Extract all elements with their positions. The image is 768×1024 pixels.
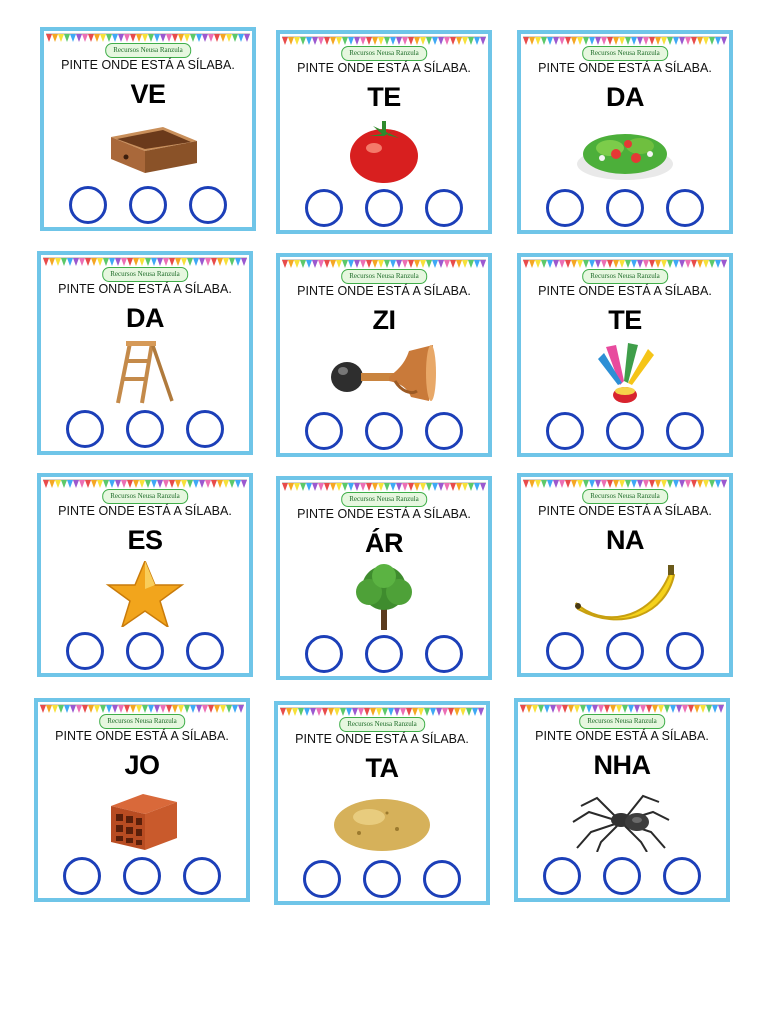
drawer-icon [93, 115, 203, 181]
bunting-decoration [43, 257, 247, 267]
instruction-text: PINTE ONDE ESTÁ A SÍLABA. [55, 729, 229, 743]
answer-circles [41, 632, 249, 670]
syllable-card [276, 476, 492, 680]
brand-label: Recursos Neusa Ranzula [102, 489, 188, 504]
syllable-label: ZI [372, 305, 396, 335]
answer-circle-2[interactable] [123, 857, 161, 895]
syllable-card [40, 27, 256, 231]
answer-circle-2[interactable] [129, 186, 167, 224]
syllable-label: DA [126, 303, 164, 333]
syllable-label: TE [367, 82, 401, 112]
answer-circle-3[interactable] [423, 860, 461, 898]
answer-circles [41, 410, 249, 448]
banana-icon [570, 561, 680, 627]
answer-circle-2[interactable] [126, 410, 164, 448]
instruction-text: PINTE ONDE ESTÁ A SÍLABA. [535, 729, 709, 743]
answer-circle-1[interactable] [305, 412, 343, 450]
answer-circles [518, 857, 726, 895]
answer-circle-2[interactable] [606, 412, 644, 450]
answer-circle-2[interactable] [365, 412, 403, 450]
syllable-card [34, 698, 250, 902]
syllable-label: ÁR [365, 528, 403, 558]
answer-circles [521, 189, 729, 227]
syllable-label: TE [608, 305, 642, 335]
stepladder-icon [90, 339, 200, 405]
shuttlecock-icon [570, 341, 680, 407]
brand-label: Recursos Neusa Ranzula [582, 489, 668, 504]
instruction-text: PINTE ONDE ESTÁ A SÍLABA. [297, 284, 471, 298]
potato-icon [327, 789, 437, 855]
star-icon [90, 561, 200, 627]
brand-label: Recursos Neusa Ranzula [582, 46, 668, 61]
answer-circle-1[interactable] [546, 189, 584, 227]
brand-label: Recursos Neusa Ranzula [102, 267, 188, 282]
answer-circle-2[interactable] [363, 860, 401, 898]
brand-label: Recursos Neusa Ranzula [341, 46, 427, 61]
instruction-text: PINTE ONDE ESTÁ A SÍLABA. [58, 504, 232, 518]
answer-circle-3[interactable] [425, 635, 463, 673]
bunting-decoration [523, 259, 727, 269]
answer-circle-1[interactable] [305, 635, 343, 673]
syllable-card [274, 701, 490, 905]
answer-circle-1[interactable] [543, 857, 581, 895]
instruction-text: PINTE ONDE ESTÁ A SÍLABA. [61, 58, 235, 72]
brand-label: Recursos Neusa Ranzula [341, 269, 427, 284]
answer-circle-1[interactable] [66, 632, 104, 670]
answer-circles [280, 412, 488, 450]
answer-circle-2[interactable] [365, 635, 403, 673]
bunting-decoration [282, 259, 486, 269]
answer-circle-1[interactable] [69, 186, 107, 224]
answer-circle-1[interactable] [546, 412, 584, 450]
bunting-decoration [282, 36, 486, 46]
answer-circle-2[interactable] [603, 857, 641, 895]
brand-label: Recursos Neusa Ranzula [341, 492, 427, 507]
answer-circle-2[interactable] [365, 189, 403, 227]
answer-circles [521, 632, 729, 670]
brick-icon [87, 786, 197, 852]
instruction-text: PINTE ONDE ESTÁ A SÍLABA. [297, 507, 471, 521]
bunting-decoration [282, 482, 486, 492]
bunting-decoration [520, 704, 724, 714]
spider-icon [567, 786, 677, 852]
tree-icon [329, 564, 439, 630]
brand-label: Recursos Neusa Ranzula [99, 714, 185, 729]
answer-circle-1[interactable] [303, 860, 341, 898]
answer-circle-3[interactable] [666, 412, 704, 450]
instruction-text: PINTE ONDE ESTÁ A SÍLABA. [297, 61, 471, 75]
bunting-decoration [46, 33, 250, 43]
answer-circle-3[interactable] [425, 189, 463, 227]
brand-label: Recursos Neusa Ranzula [339, 717, 425, 732]
syllable-card [37, 251, 253, 455]
instruction-text: PINTE ONDE ESTÁ A SÍLABA. [538, 504, 712, 518]
answer-circles [278, 860, 486, 898]
bunting-decoration [43, 479, 247, 489]
bunting-decoration [523, 36, 727, 46]
answer-circle-3[interactable] [186, 632, 224, 670]
answer-circles [280, 189, 488, 227]
syllable-card [517, 473, 733, 677]
instruction-text: PINTE ONDE ESTÁ A SÍLABA. [538, 284, 712, 298]
instruction-text: PINTE ONDE ESTÁ A SÍLABA. [538, 61, 712, 75]
answer-circle-1[interactable] [66, 410, 104, 448]
answer-circle-3[interactable] [663, 857, 701, 895]
syllable-card [514, 698, 730, 902]
syllable-label: NHA [593, 750, 651, 780]
brand-label: Recursos Neusa Ranzula [582, 269, 668, 284]
syllable-label: VE [130, 79, 166, 109]
answer-circle-1[interactable] [63, 857, 101, 895]
answer-circles [38, 857, 246, 895]
syllable-label: TA [365, 753, 399, 783]
syllable-card [37, 473, 253, 677]
bunting-decoration [280, 707, 484, 717]
instruction-text: PINTE ONDE ESTÁ A SÍLABA. [58, 282, 232, 296]
brand-label: Recursos Neusa Ranzula [579, 714, 665, 729]
syllable-card [517, 30, 733, 234]
syllable-label: NA [606, 525, 644, 555]
syllable-card [276, 253, 492, 457]
answer-circle-2[interactable] [126, 632, 164, 670]
bulb-horn-icon [329, 341, 439, 407]
answer-circle-2[interactable] [606, 632, 644, 670]
salad-icon [570, 118, 680, 184]
answer-circle-1[interactable] [546, 632, 584, 670]
answer-circles [280, 635, 488, 673]
syllable-card [517, 253, 733, 457]
answer-circles [44, 186, 252, 224]
syllable-label: ES [127, 525, 163, 555]
answer-circle-3[interactable] [183, 857, 221, 895]
answer-circles [521, 412, 729, 450]
syllable-label: DA [606, 82, 644, 112]
syllable-card [276, 30, 492, 234]
brand-label: Recursos Neusa Ranzula [105, 43, 191, 58]
tomato-icon [329, 118, 439, 184]
answer-circle-3[interactable] [186, 410, 224, 448]
answer-circle-2[interactable] [606, 189, 644, 227]
answer-circle-3[interactable] [666, 189, 704, 227]
answer-circle-3[interactable] [425, 412, 463, 450]
answer-circle-3[interactable] [666, 632, 704, 670]
instruction-text: PINTE ONDE ESTÁ A SÍLABA. [295, 732, 469, 746]
answer-circle-3[interactable] [189, 186, 227, 224]
bunting-decoration [523, 479, 727, 489]
syllable-label: JO [124, 750, 160, 780]
answer-circle-1[interactable] [305, 189, 343, 227]
bunting-decoration [40, 704, 244, 714]
